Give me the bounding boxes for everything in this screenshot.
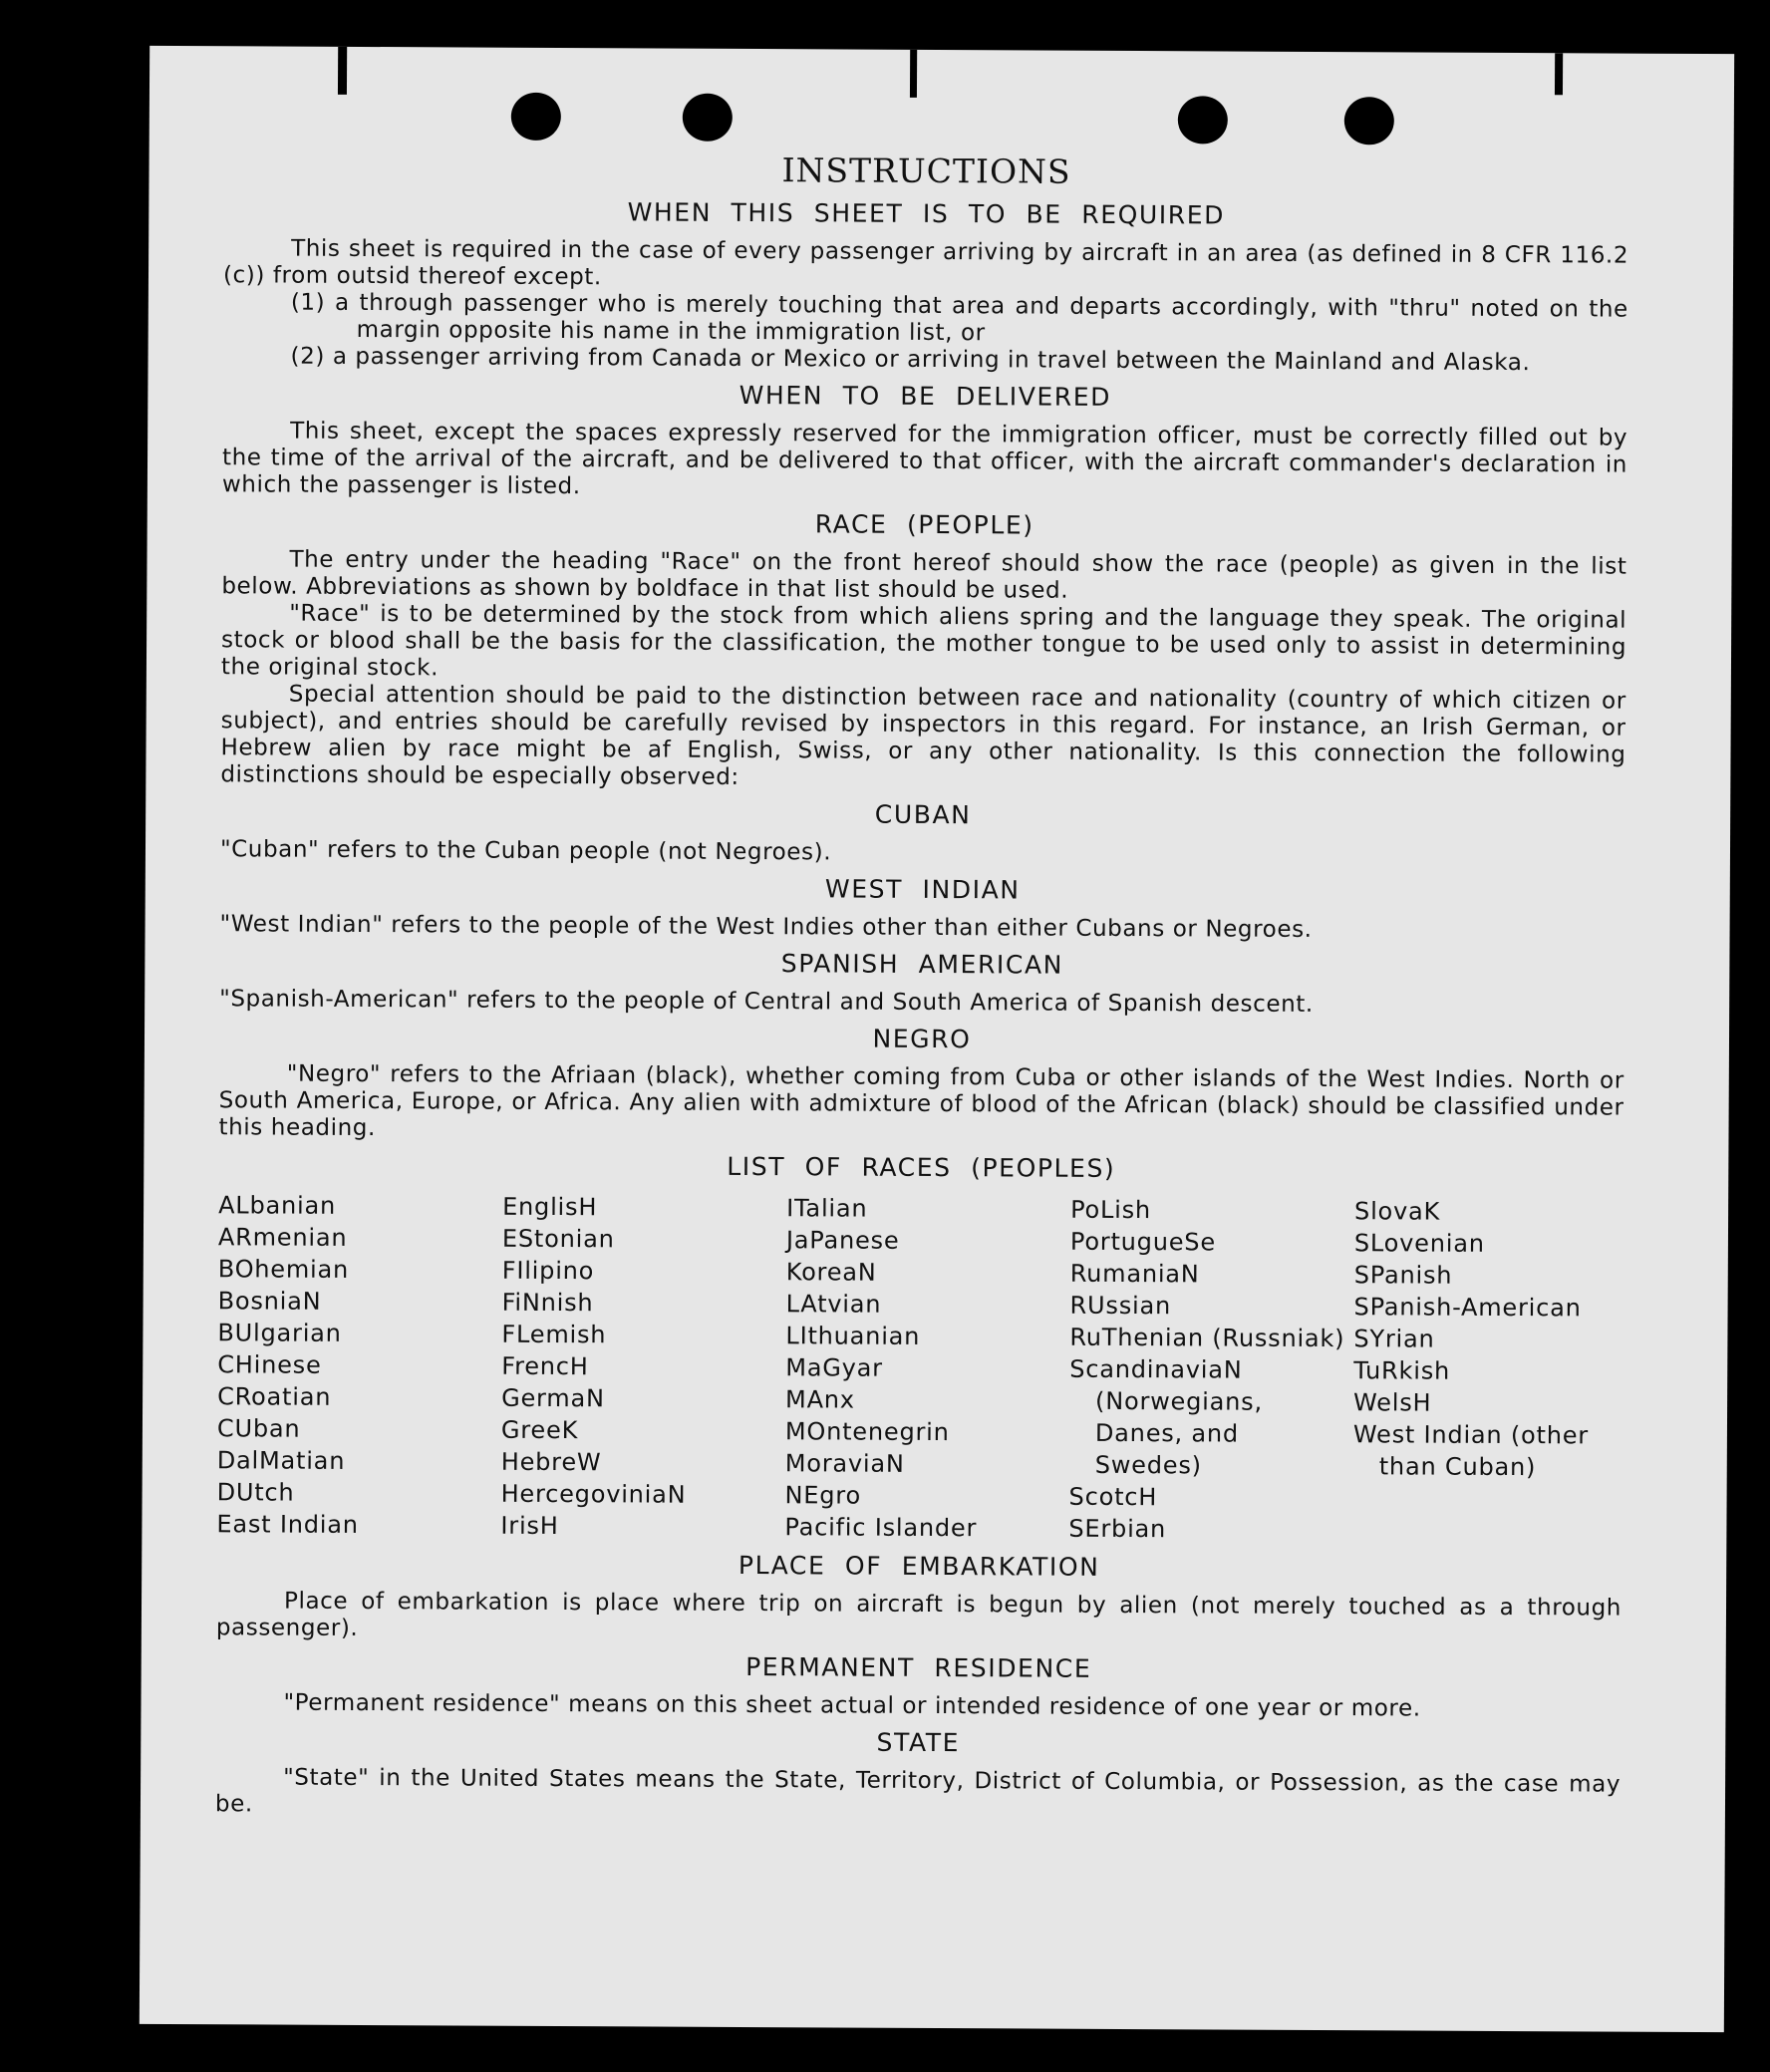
race-item: GreeK [500,1415,579,1445]
spanish-american-text: "Spanish-American" refers to the people of Central and South America of Spanish descent. [219,986,1314,1018]
required-item-2: (2) a passenger arriving from Canada or Mexico or arriving in travel between the Mainland and Alaska. [290,343,1531,377]
races-column-5 [1352,1195,1623,1547]
race-item: RUssian [1069,1291,1172,1321]
race-item: MaGyar [785,1353,883,1382]
race-item: CUban [216,1414,301,1443]
paper-tear-mark [910,50,917,98]
race-item: EnglisH [502,1192,598,1222]
race-item: DUtch [216,1478,295,1507]
race-item: SPanish-American [1353,1293,1582,1323]
instructions-content [215,148,1629,1825]
embarkation-text: Place of embarkation is place where trip on aircraft is begun by alien (not merely touched as a through passenger). [215,1588,1622,1641]
race-item: GermaN [501,1383,605,1413]
race-item: JaPanese [785,1226,900,1255]
race-item: FLemish [501,1320,607,1349]
race-item: LAtvian [785,1290,882,1319]
section-heading-embarkation: PLACE OF EMBARKATION [738,1550,1100,1582]
race-item: BUlgarian [217,1319,342,1347]
race-item: DalMatian [216,1446,346,1475]
race-item: SPanish [1353,1261,1453,1290]
section-heading-state: STATE [876,1727,961,1758]
races-list [216,1189,1623,1547]
race-item: EStonian [501,1224,615,1254]
race-item: IrisH [500,1511,559,1541]
punch-hole [1344,97,1394,145]
west-indian-text: "West Indian" refers to the people of the West Indies other than either Cubans or Negroes. [219,911,1313,943]
paper-tear-mark [338,47,347,95]
race-item: East Indian [216,1510,359,1539]
race-item: CHinese [217,1350,322,1379]
section-heading-residence: PERMANENT RESIDENCE [745,1652,1092,1683]
section-heading-required: WHEN THIS SHEET IS TO BE REQUIRED [627,197,1226,230]
race-item: CRoatian [217,1382,332,1411]
race-item: HercegoviniaN [500,1479,687,1509]
required-item-1: (1) a through passenger who is merely touching that area and departs accordingly, with "thru" noted on the margin opposite his name in the immigration list, or [290,289,1628,347]
negro-text: "Negro" refers to the Afriaan (black), whether coming from Cuba or other islands of the West Indies. North or South America, Europe, or Africa. Any alien with admixture of blood of the African (black) should be classified under this heading. [218,1060,1624,1142]
races-column-1 [216,1189,502,1541]
race-item: FrencH [501,1351,589,1381]
section-heading-list-of-races: LIST OF RACES (PEOPLES) [727,1151,1116,1183]
race-item: Pacific Islander [784,1513,978,1543]
race-item: TuRkish [1353,1356,1451,1385]
race-item: FIlipino [501,1256,595,1286]
race-item: ALbanian [218,1191,337,1220]
race-item: NEgro [784,1481,862,1510]
cuban-text: "Cuban" refers to the Cuban people (not Negroes). [219,836,832,866]
race-item: ITalian [786,1194,868,1223]
race-item: SYrian [1353,1325,1435,1353]
section-heading-negro: NEGRO [872,1024,972,1054]
section-heading-west-indian: WEST INDIAN [824,874,1021,905]
race-item: SErbian [1068,1514,1167,1544]
race-paragraph-3: Special attention should be paid to the distinction between race and nationality (country of which citizen or subject), and entries should be carefully revised by inspectors in this regard. For instance, an Irish German, or Hebrew alien by race might be af English, Swiss, or any other nationality. Is this connection the following distinctions should be especially observed: [220,681,1626,790]
delivered-text: This sheet, except the spaces expressly reserved for the immigration officer, must be correctly filled out by the time of the arrival of the aircraft, and be delivered to that officer, with the aircraft commander's declaration in which the passenger is listed. [221,418,1628,500]
races-column-3 [784,1192,1070,1544]
race-paragraph-2: "Race" is to be determined by the stock from which aliens spring and the language they speak. The original stock or blood shall be the basis for the classification, the mother tongue to be used only to assist in determining the original stock. [220,600,1627,682]
race-item: MoraviaN [784,1449,905,1478]
race-item: SLovenian [1353,1229,1485,1258]
race-item: PoLish [1070,1195,1152,1225]
punch-hole [683,94,733,142]
punch-hole [1178,96,1228,144]
paper-tear-mark [1555,53,1563,95]
page-title: INSTRUCTIONS [781,150,1071,191]
race-item: BosniaN [217,1287,322,1316]
state-text: "State" in the United States means the State, Territory, District of Columbia, or Possession, as the case may be. [214,1764,1622,1818]
race-item: ARmenian [217,1223,348,1252]
required-intro: This sheet is required in the case of every passenger arriving by aircraft in an area (as defined in 8 CFR 116.2 (c)) from outsid thereof except. [222,235,1629,291]
section-heading-spanish-american: SPANISH AMERICAN [780,949,1064,980]
race-item: RumaniaN [1069,1259,1200,1289]
race-item: MOntenegrin [784,1417,950,1447]
document-page [140,46,1734,2032]
race-item: ScotcH [1068,1482,1158,1512]
residence-text: "Permanent residence" means on this sheet actual or intended residence of one year or more. [283,1689,1421,1722]
race-item: KoreaN [785,1258,877,1287]
race-item: MAnx [785,1385,855,1414]
race-item: RuThenian (Russniak) [1069,1323,1345,1353]
races-column-2 [500,1191,786,1543]
section-heading-delivered: WHEN TO BE DELIVERED [738,380,1112,412]
section-heading-cuban: CUBAN [874,799,972,830]
race-item: LIthuanian [785,1322,921,1350]
race-item: PortugueSe [1069,1227,1217,1257]
race-paragraph-1: The entry under the heading "Race" on the front hereof should show the race (people) as given in the list below. Abbreviations as shown by boldface in that list should be used. [221,546,1627,604]
race-item: ScandinaviaN (Norwegians, Danes, and Swedes) [1069,1354,1263,1480]
race-item: BOhemian [217,1255,350,1284]
races-column-4 [1068,1194,1354,1546]
race-item: SlovaK [1354,1197,1441,1226]
race-item: HebreW [500,1447,602,1477]
race-item: WelsH [1353,1388,1432,1417]
punch-hole [511,93,561,141]
race-item: FiNnish [501,1288,594,1318]
race-item: West Indian (other than Cuban) [1352,1420,1590,1482]
section-heading-race: RACE (PEOPLE) [814,509,1034,540]
